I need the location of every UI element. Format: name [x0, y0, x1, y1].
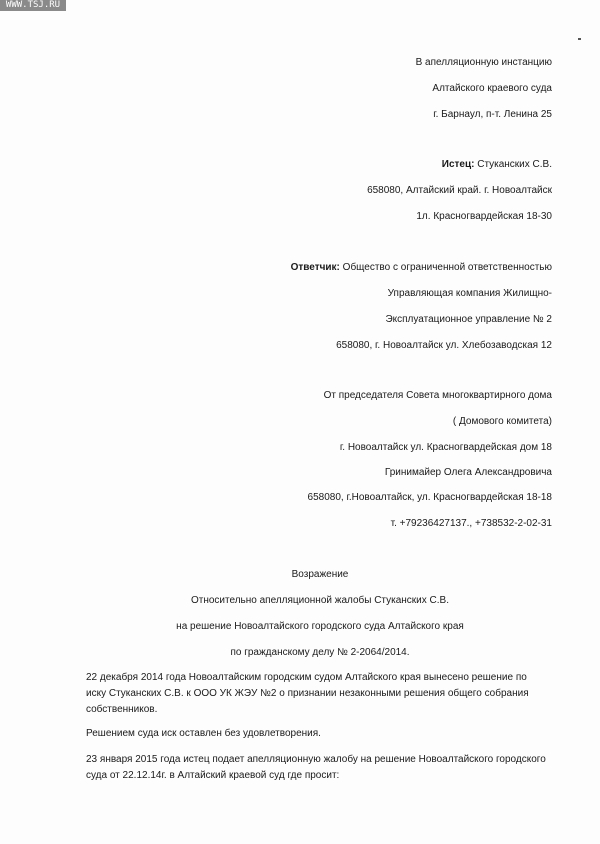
paragraph-1-line-3: собственников. [86, 704, 158, 715]
paragraph-1-line-1: 22 декабря 2014 года Новоалтайским городским судом Алтайского края вынесено решение по [86, 672, 527, 683]
paragraph-1-line-2: иску Стуканских С.В. к ООО УК ЖЭУ №2 о признании незаконными решения общего собрания [86, 688, 529, 699]
watermark: WWW.TSJ.RU [0, 0, 66, 11]
paragraph-3-line-1: 23 января 2015 года истец подает апелляционную жалобу на решение Новоалтайского городского [86, 754, 546, 765]
doc-subtitle-2: на решение Новоалтайского городского суда Алтайского края [176, 621, 464, 632]
plaintiff-address-2: 1л. Красногвардейская 18-30 [416, 211, 552, 222]
paragraph-2: Решением суда иск оставлен без удовлетворения. [86, 728, 321, 739]
instance-line-1: В апелляционную инстанцию [415, 57, 552, 68]
defendant-label: Ответчик: [290, 262, 340, 273]
from-line-3: г. Новоалтайск ул. Красногвардейская дом 18 [339, 442, 552, 453]
from-line-5: 658080, г.Новоалтайск, ул. Красногвардейская 18-18 [307, 492, 552, 503]
defendant-line-3: Эксплуатационное управление № 2 [385, 314, 552, 325]
defendant-name-1: Общество с ограниченной ответственностью [342, 262, 552, 273]
defendant-address: 658080, г. Новоалтайск ул. Хлебозаводская 12 [336, 340, 552, 351]
doc-subtitle-3: по гражданскому делу № 2-2064/2014. [230, 647, 410, 658]
doc-subtitle-1: Относительно апелляционной жалобы Стуканских С.В. [190, 595, 449, 606]
plaintiff-address-1: 658080, Алтайский край. г. Новоалтайск [367, 185, 552, 196]
plaintiff-name: Стуканских С.В. [477, 159, 552, 170]
doc-title: Возражение [291, 569, 349, 580]
instance-line-2: Алтайского краевого суда [432, 83, 552, 94]
scan-speck [578, 38, 581, 40]
plaintiff-line [442, 158, 552, 171]
from-phone: т. +79236427137., +738532-2-02-31 [390, 518, 552, 529]
defendant-line-2: Управляющая компания Жилищно- [387, 288, 552, 299]
from-line-1: От председателя Совета многоквартирного дома [323, 390, 552, 401]
instance-line-3: г. Барнаул, п-т. Ленина 25 [433, 109, 552, 120]
from-line-2: ( Домового комитета) [452, 416, 552, 427]
defendant-line [291, 261, 552, 274]
plaintiff-label: Истец: [441, 159, 475, 170]
from-line-4: Гринимайер Олега Александровича [384, 467, 552, 478]
paragraph-3-line-2: суда от 22.12.14г. в Алтайский краевой суд где просит: [86, 770, 340, 781]
